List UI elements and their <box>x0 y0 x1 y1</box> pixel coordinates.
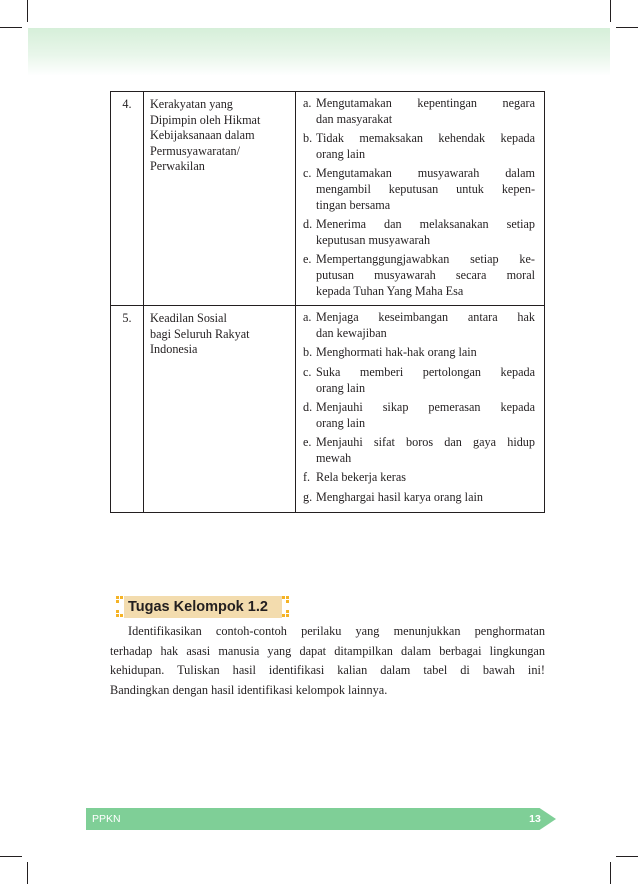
sila-line: Dipimpin oleh Hikmat <box>150 112 261 127</box>
list-item-line: dan masyarakat <box>316 111 393 126</box>
list-item-text <box>316 217 535 248</box>
list-item-letter: c. <box>303 364 312 379</box>
crop-mark <box>27 862 28 884</box>
list-item-line: orang lain <box>316 415 366 430</box>
list-item-text <box>316 365 535 396</box>
list-item-line: putusan musyawarah secara moral <box>316 267 535 282</box>
list-item-text <box>316 400 535 431</box>
list-item-line: Menjauhi sifat boros dan gaya hidup <box>316 435 535 450</box>
table-row <box>111 306 545 513</box>
crop-mark <box>0 27 22 28</box>
list-item-text <box>316 345 535 361</box>
crop-mark <box>616 856 638 857</box>
list-item-line: Menerima dan melaksanakan setiap <box>316 217 535 232</box>
corner-ornament-icon <box>116 610 124 618</box>
list-item-text <box>316 96 535 127</box>
list-item-text <box>316 490 535 506</box>
table-row <box>111 92 545 306</box>
footer-band <box>86 808 556 830</box>
header-band <box>28 28 610 76</box>
corner-ornament-icon <box>282 596 290 604</box>
table-body <box>111 92 545 513</box>
corner-ornament-icon <box>282 610 290 618</box>
list-item-text <box>316 435 535 466</box>
sila-line: Keadilan Sosial <box>150 311 227 326</box>
list-item-letter: g. <box>303 490 313 505</box>
list-item-line: keputusan musyawarah <box>316 232 431 247</box>
paragraph-line: kehidupan. Tuliskan hasil identifikasi kalian dalam tabel di bawah ini! <box>110 663 545 677</box>
list-item <box>303 400 535 431</box>
sila-line: Permusyawaratan/ <box>150 143 241 158</box>
crop-mark <box>27 0 28 22</box>
list-item-line: orang lain <box>316 380 366 395</box>
list-item-text <box>316 166 535 213</box>
list-item-letter: d. <box>303 400 313 415</box>
list-item-letter: a. <box>303 96 312 110</box>
list-item <box>303 470 535 486</box>
list-item <box>303 96 535 127</box>
list-item-line: Menghormati hak-hak orang lain <box>316 345 477 360</box>
list-item-letter: b. <box>303 131 313 146</box>
corner-ornament-icon <box>116 596 124 604</box>
list-item-line: Rela bekerja keras <box>316 470 407 485</box>
sila-line: Kebijaksanaan dalam <box>150 128 255 143</box>
crop-mark <box>610 862 611 884</box>
page-number: 13 <box>529 813 541 825</box>
list-item <box>303 131 535 162</box>
task-title: Tugas Kelompok 1.2 <box>128 599 268 615</box>
row-number: 5. <box>111 306 144 513</box>
pancasila-values-table <box>110 91 545 513</box>
crop-mark <box>610 0 611 22</box>
list-item-letter: d. <box>303 217 313 232</box>
list-item-line: mengambil keputusan untuk kepen- <box>316 181 535 196</box>
list-item-line: Mengutamakan kepentingan negara <box>316 96 535 110</box>
crop-mark <box>616 27 638 28</box>
list-item-line: Mengutamakan musyawarah dalam <box>316 166 535 181</box>
list-item-line: orang lain <box>316 146 366 161</box>
list-item-line: mewah <box>316 450 352 465</box>
row-number: 4. <box>111 92 144 306</box>
list-item-line: Suka memberi pertolongan kepada <box>316 364 535 379</box>
sila-name <box>144 306 296 513</box>
list-item-text <box>316 470 535 486</box>
list-item-letter: b. <box>303 345 313 360</box>
footer-subject: PPKN <box>92 813 121 825</box>
list-item-line: dan kewajiban <box>316 325 387 340</box>
paragraph-line: Identifikasikan contoh-contoh perilaku yang menunjukkan penghormatan <box>128 624 545 638</box>
list-item-line: tingan bersama <box>316 197 391 212</box>
list-item <box>303 435 535 466</box>
crop-mark <box>0 856 22 857</box>
list-item-line: kepada Tuhan Yang Maha Esa <box>316 283 464 298</box>
list-item <box>303 490 535 506</box>
sila-line: bagi Seluruh Rakyat <box>150 326 250 341</box>
list-item-text <box>316 131 535 162</box>
paragraph-line: Bandingkan dengan hasil identifikasi kelompok lainnya. <box>110 682 388 697</box>
behavior-list-cell <box>296 92 545 306</box>
sila-line: Kerakyatan yang <box>150 97 233 111</box>
list-item-letter: e. <box>303 252 312 267</box>
list-item-letter: c. <box>303 166 312 181</box>
task-title-badge <box>116 596 290 618</box>
paragraph-line: terhadap hak asasi manusia yang dapat ditampilkan dalam berbagai lingkungan <box>110 643 545 658</box>
list-item-letter: a. <box>303 310 312 325</box>
list-item-letter: f. <box>303 470 311 485</box>
list-item-line: Menjaga keseimbangan antara hak <box>316 310 535 325</box>
list-item <box>303 166 535 213</box>
sila-name <box>144 92 296 306</box>
behavior-list <box>303 96 535 299</box>
list-item-line: Mempertanggungjawabkan setiap ke- <box>316 252 535 267</box>
list-item-line: Menjauhi sikap pemerasan kepada <box>316 400 535 415</box>
sila-line: Indonesia <box>150 342 198 357</box>
list-item <box>303 252 535 299</box>
list-item <box>303 345 535 361</box>
list-item <box>303 310 535 341</box>
list-item-line: Menghargai hasil karya orang lain <box>316 490 483 505</box>
task-instructions <box>110 622 545 700</box>
sila-line: Perwakilan <box>150 159 205 174</box>
list-item <box>303 365 535 396</box>
list-item-letter: e. <box>303 435 312 450</box>
list-item-text <box>316 310 535 341</box>
list-item-line: Tidak memaksakan kehendak kepada <box>316 131 535 146</box>
behavior-list-cell <box>296 306 545 513</box>
list-item-text <box>316 252 535 299</box>
list-item <box>303 217 535 248</box>
behavior-list <box>303 310 535 506</box>
